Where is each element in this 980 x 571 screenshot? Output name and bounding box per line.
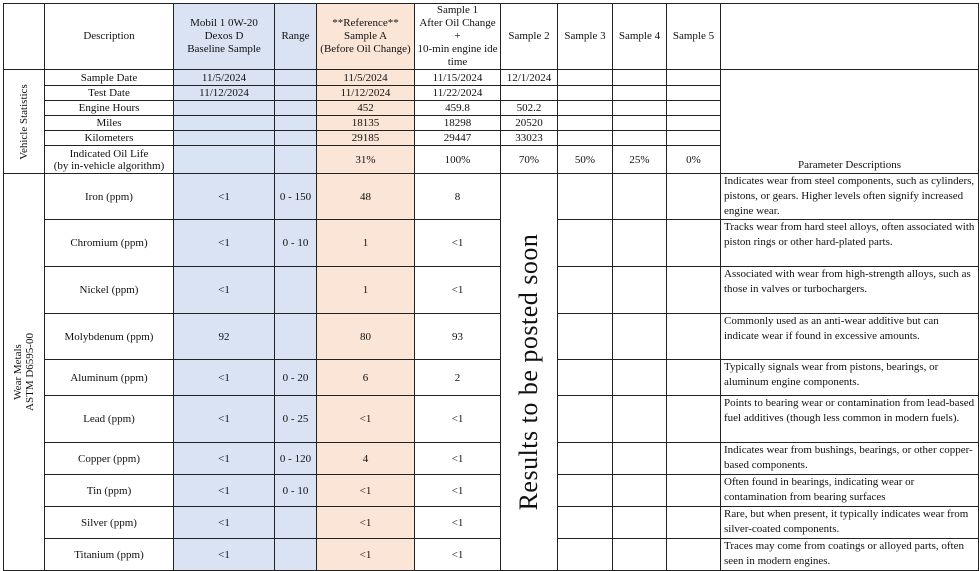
reference-value: <1 — [317, 475, 415, 507]
header-sample1: Sample 1 After Oil Change + 10-min engine ide time — [415, 4, 501, 70]
sample3-value — [558, 539, 613, 571]
header-sample3: Sample 3 — [558, 4, 613, 70]
wear-label: Copper (ppm) — [45, 443, 174, 475]
header-sample4: Sample 4 — [613, 4, 667, 70]
sample3-value — [558, 174, 613, 220]
reference-value: 11/5/2024 — [317, 70, 415, 86]
sample3-value — [558, 116, 613, 131]
oil-analysis-table — [3, 3, 979, 571]
wear-row — [4, 174, 979, 220]
header-sample5: Sample 5 — [667, 4, 721, 70]
parameter-description: Commonly used as an anti-wear additive but can indicate wear if found in excessive amounts. — [721, 314, 979, 360]
sample5-value: 0% — [667, 146, 721, 174]
sample5-value — [667, 539, 721, 571]
header-description: Description — [45, 4, 174, 70]
sample4-value — [613, 116, 667, 131]
parameter-description: Typically signals wear from pistons, bearings, or aluminum engine components. — [721, 360, 979, 396]
sample1-value: <1 — [415, 475, 501, 507]
parameter-description: Points to bearing wear or contamination from lead-based fuel additives (though less common in modern fuels). — [721, 396, 979, 443]
range-value — [275, 116, 317, 131]
sample3-value — [558, 314, 613, 360]
sample4-value — [613, 539, 667, 571]
sample3-value — [558, 360, 613, 396]
vehicle-label: Indicated Oil Life (by in-vehicle algorithm) — [45, 146, 174, 174]
reference-value: 48 — [317, 174, 415, 220]
range-value — [275, 70, 317, 86]
sample2-value — [501, 86, 558, 101]
sample5-value — [667, 360, 721, 396]
baseline-value: <1 — [174, 174, 275, 220]
baseline-value: <1 — [174, 360, 275, 396]
baseline-value — [174, 101, 275, 116]
range-value: 0 - 20 — [275, 360, 317, 396]
sample4-value — [613, 70, 667, 86]
parameter-description: Traces may come from coatings or alloyed parts, often seen in modern engines. — [721, 539, 979, 571]
sample4-value — [613, 86, 667, 101]
sample4-value — [613, 131, 667, 146]
sample2-value: 12/1/2024 — [501, 70, 558, 86]
sample5-value — [667, 220, 721, 267]
sample3-value — [558, 131, 613, 146]
range-value: 0 - 150 — [275, 174, 317, 220]
parameter-description: Rare, but when present, it typically indicates wear from silver-coated components. — [721, 507, 979, 539]
sample5-value — [667, 396, 721, 443]
wear-label: Chromium (ppm) — [45, 220, 174, 267]
sample1-value: 93 — [415, 314, 501, 360]
wear-row — [4, 475, 979, 507]
wear-section-label-cell — [4, 174, 45, 571]
wear-label: Lead (ppm) — [45, 396, 174, 443]
sample5-value — [667, 314, 721, 360]
parameter-description: Associated with wear from high-strength alloys, such as those in valves or turbochargers. — [721, 267, 979, 314]
sample1-value: 29447 — [415, 131, 501, 146]
baseline-value — [174, 116, 275, 131]
sample1-value: 11/15/2024 — [415, 70, 501, 86]
baseline-value: <1 — [174, 396, 275, 443]
sample1-value: <1 — [415, 507, 501, 539]
reference-value: 6 — [317, 360, 415, 396]
wear-label: Aluminum (ppm) — [45, 360, 174, 396]
wear-label: Nickel (ppm) — [45, 267, 174, 314]
reference-value: 4 — [317, 443, 415, 475]
sample4-value — [613, 360, 667, 396]
reference-value: 29185 — [317, 131, 415, 146]
baseline-value: <1 — [174, 220, 275, 267]
range-value: 0 - 25 — [275, 396, 317, 443]
sample2-value: 20520 — [501, 116, 558, 131]
sample3-value — [558, 101, 613, 116]
sample4-value — [613, 220, 667, 267]
sample4-value — [613, 475, 667, 507]
sample2-value: 70% — [501, 146, 558, 174]
sample1-value: 18298 — [415, 116, 501, 131]
results-note-cell — [501, 174, 558, 571]
sample1-value: <1 — [415, 539, 501, 571]
wear-row — [4, 396, 979, 443]
reference-value: 1 — [317, 220, 415, 267]
header-reference: **Reference** Sample A (Before Oil Change) — [317, 4, 415, 70]
baseline-value: <1 — [174, 475, 275, 507]
baseline-value: <1 — [174, 507, 275, 539]
sample1-value: <1 — [415, 396, 501, 443]
sample4-value — [613, 174, 667, 220]
reference-value: 18135 — [317, 116, 415, 131]
sample1-value: <1 — [415, 267, 501, 314]
sample5-value — [667, 267, 721, 314]
wear-section-standard: ASTM D6595-00 — [24, 333, 36, 411]
range-value — [275, 101, 317, 116]
sample4-value — [613, 507, 667, 539]
baseline-value: <1 — [174, 267, 275, 314]
sample1-value: 100% — [415, 146, 501, 174]
wear-row — [4, 507, 979, 539]
results-note: Results to be posted soon — [514, 233, 543, 511]
range-value — [275, 507, 317, 539]
sample5-value — [667, 101, 721, 116]
wear-section-label: Wear Metals — [12, 344, 24, 400]
baseline-value — [174, 131, 275, 146]
wear-label: Titanium (ppm) — [45, 539, 174, 571]
sample4-value — [613, 396, 667, 443]
range-value — [275, 131, 317, 146]
range-value: 0 - 120 — [275, 443, 317, 475]
wear-label: Silver (ppm) — [45, 507, 174, 539]
wear-row — [4, 443, 979, 475]
header-range: Range — [275, 4, 317, 70]
baseline-value: 11/12/2024 — [174, 86, 275, 101]
sample3-value — [558, 396, 613, 443]
sample1-value: <1 — [415, 443, 501, 475]
range-value: 0 - 10 — [275, 475, 317, 507]
sample4-value: 25% — [613, 146, 667, 174]
parameter-description: Often found in bearings, indicating wear or contamination from bearing surfaces — [721, 475, 979, 507]
wear-row — [4, 220, 979, 267]
sample4-value — [613, 443, 667, 475]
reference-value: 31% — [317, 146, 415, 174]
vehicle-label: Test Date — [45, 86, 174, 101]
sample3-value — [558, 86, 613, 101]
vehicle-label: Kilometers — [45, 131, 174, 146]
baseline-value: 11/5/2024 — [174, 70, 275, 86]
vehicle-row — [4, 70, 979, 86]
sample3-value — [558, 220, 613, 267]
corner-cell — [4, 4, 45, 70]
parameter-description: Indicates wear from steel components, such as cylinders, pistons, or gears. Higher levels often signify increased engine wear. — [721, 174, 979, 220]
parameter-description: Indicates wear from bushings, bearings, or other copper-based components. — [721, 443, 979, 475]
vehicle-section-label-cell — [4, 70, 45, 174]
sample4-value — [613, 267, 667, 314]
header-sample2: Sample 2 — [501, 4, 558, 70]
sample3-value — [558, 507, 613, 539]
header-blank — [721, 4, 979, 70]
sample2-value: 33023 — [501, 131, 558, 146]
wear-label: Molybdenum (ppm) — [45, 314, 174, 360]
baseline-value: 92 — [174, 314, 275, 360]
reference-value: 80 — [317, 314, 415, 360]
reference-value: 452 — [317, 101, 415, 116]
vehicle-label: Miles — [45, 116, 174, 131]
wear-row — [4, 539, 979, 571]
sample5-value — [667, 174, 721, 220]
range-value — [275, 314, 317, 360]
reference-value: 11/12/2024 — [317, 86, 415, 101]
baseline-value — [174, 146, 275, 174]
reference-value: <1 — [317, 507, 415, 539]
parameter-descriptions-header: Parameter Descriptions — [721, 70, 979, 174]
sample1-value: 459.8 — [415, 101, 501, 116]
sample5-value — [667, 443, 721, 475]
range-value — [275, 539, 317, 571]
sample2-value: 502.2 — [501, 101, 558, 116]
wear-row — [4, 360, 979, 396]
wear-label: Tin (ppm) — [45, 475, 174, 507]
sample5-value — [667, 475, 721, 507]
sample1-value: <1 — [415, 220, 501, 267]
reference-value: 1 — [317, 267, 415, 314]
baseline-value: <1 — [174, 539, 275, 571]
sample3-value: 50% — [558, 146, 613, 174]
range-value — [275, 86, 317, 101]
wear-label: Iron (ppm) — [45, 174, 174, 220]
header-row — [4, 4, 979, 70]
parameter-description: Tracks wear from hard steel alloys, often associated with piston rings or other hard-plated parts. — [721, 220, 979, 267]
vehicle-section-label: Vehicle Statistics — [18, 83, 30, 160]
sample5-value — [667, 86, 721, 101]
sample1-value: 11/22/2024 — [415, 86, 501, 101]
reference-value: <1 — [317, 396, 415, 443]
header-baseline: Mobil 1 0W-20 Dexos D Baseline Sample — [174, 4, 275, 70]
sample3-value — [558, 443, 613, 475]
vehicle-label: Engine Hours — [45, 101, 174, 116]
sample5-value — [667, 70, 721, 86]
sample5-value — [667, 131, 721, 146]
sample5-value — [667, 507, 721, 539]
vehicle-label: Sample Date — [45, 70, 174, 86]
wear-row — [4, 267, 979, 314]
sample4-value — [613, 314, 667, 360]
sample1-value: 8 — [415, 174, 501, 220]
sample3-value — [558, 70, 613, 86]
sample3-value — [558, 267, 613, 314]
range-value — [275, 146, 317, 174]
range-value: 0 - 10 — [275, 220, 317, 267]
range-value — [275, 267, 317, 314]
sample5-value — [667, 116, 721, 131]
sample4-value — [613, 101, 667, 116]
baseline-value: <1 — [174, 443, 275, 475]
reference-value: <1 — [317, 539, 415, 571]
sample3-value — [558, 475, 613, 507]
wear-row — [4, 314, 979, 360]
sample1-value: 2 — [415, 360, 501, 396]
